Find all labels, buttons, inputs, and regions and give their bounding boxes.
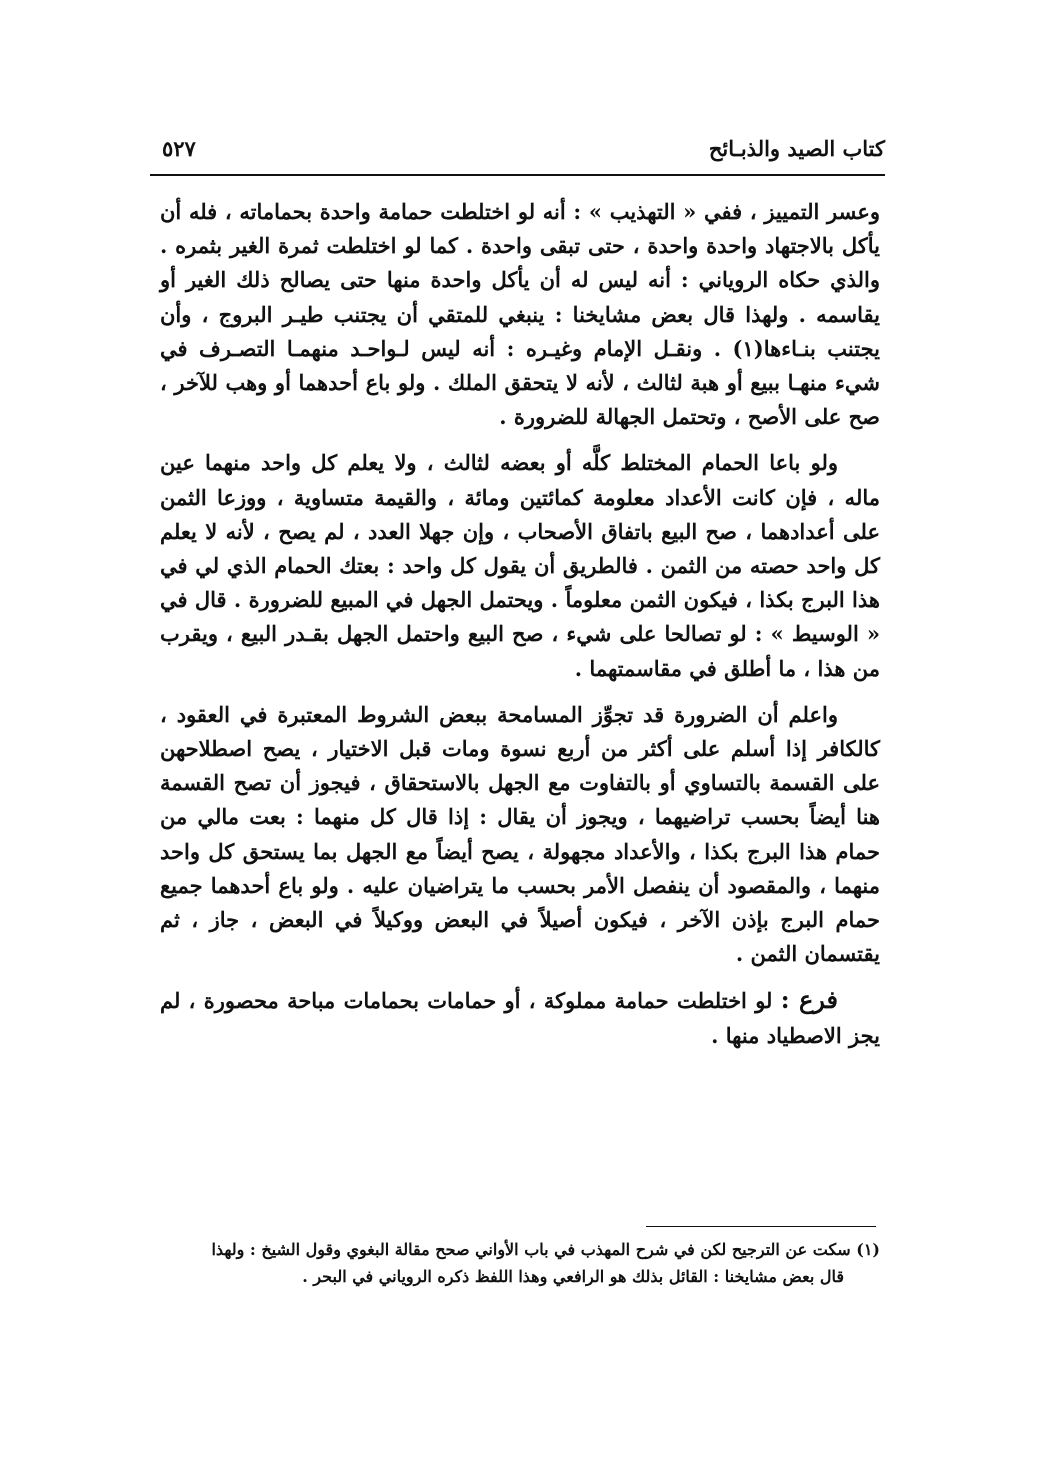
footnote-rule — [646, 1226, 876, 1227]
page-number: ٥٢٧ — [162, 136, 196, 161]
main-text — [160, 195, 880, 1053]
far-section — [160, 983, 880, 1052]
paragraph: وعسر التمييز ، ففي « التهذيب » : أنه لو اختلطت حمامة واحدة بحماماته ، فله أن يأكل بالاجتهاد واحدة واحدة ، حتى تبقى واحدة . كما لو اختلطت ثمرة الغير بثمره . والذي حكاه الروياني : أنه ليس له أن يأكل واحدة منها حتى يصالح ذلك الغير أو يقاسمه . ولهذا قال بعض مشايخنا : ينبغي للمتقي أن يجتنب طيـر البروج ، وأن يجتنب بنـاءها(١) . ونقـل الإمام وغيـره : أنه ليس لـواحـد منهمـا التصـرف في شيء منهـا ببيع أو هبة لثالث ، لأنه لا يتحقق الملك . ولو باع أحدهما أو وهب للآخر ، صح على الأصح ، وتحتمل الجهالة للضرورة . — [160, 199, 880, 430]
paragraph: واعلم أن الضرورة قد تجوِّز المسامحة ببعض الشروط المعتبرة في العقود ، كالكافر إذا أسلم على أكثر من أربع نسوة ومات قبل الاختيار ، يصح اصطلاحهن على القسمة بالتساوي أو بالتفاوت مع الجهل بالاستحقاق ، فيجوز أن تصح القسمة هنا أيضاً بحسب تراضيهما ، ويجوز أن يقال : إذا قال كل منهما : بعت مالي من حمام هذا البرج بكذا ، والأعداد مجهولة ، يصح أيضاً مع الجهل بما يستحق كل واحد منهما ، والمقصود أن ينفصل الأمر بحسب ما يتراضيان عليه . ولو باع أحدهما جميع حمام البرج بإذن الآخر ، فيكون أصيلاً في البعض ووكيلاً في البعض ، جاز ، ثم يقتسمان الثمن . — [160, 701, 880, 967]
far-heading: فرع : — [780, 985, 839, 1015]
paragraph: ولو باعا الحمام المختلط كلَّه أو بعضه لثالث ، ولا يعلم كل واحد منهما عين ماله ، فإن كانت الأعداد معلومة كمائتين ومائة ، والقيمة متساوية ، ووزعا الثمن على أعدادهما ، صح البيع باتفاق الأصحاب ، وإن جهلا العدد ، لم يصح ، لأنه لا يعلم كل واحد حصته من الثمن . فالطريق أن يقول كل واحد : بعتك الحمام الذي لي في هذا البرج بكذا ، فيكون الثمن معلوماً . ويحتمل الجهل في المبيع للضرورة . قال في « الوسيط » : لو تصالحا على شيء ، صح البيع واحتمل الجهل بقـدر البيع ، ويقرب من هذا ، ما أطلق في مقاسمتهما . — [160, 450, 880, 681]
footnotes — [160, 1236, 880, 1290]
running-title: كتاب الصيد والذبـائح — [708, 136, 885, 161]
footnote-line: قال بعض مشايخنا : القائل بذلك هو الرافعي وهذا اللفظ ذكره الروياني في البحر . — [302, 1267, 844, 1286]
footnote-line: (١) سكت عن الترجيح لكن في شرح المهذب في باب الأواني صحح مقالة البغوي وقول الشيخ : ولهذا — [211, 1240, 880, 1259]
far-text: لو اختلطت حمامة مملوكة ، أو حمامات بحمامات مباحة محصورة ، لم يجز الاصطياد منها . — [160, 988, 880, 1048]
page-header — [150, 130, 885, 176]
header-rule — [150, 174, 885, 176]
